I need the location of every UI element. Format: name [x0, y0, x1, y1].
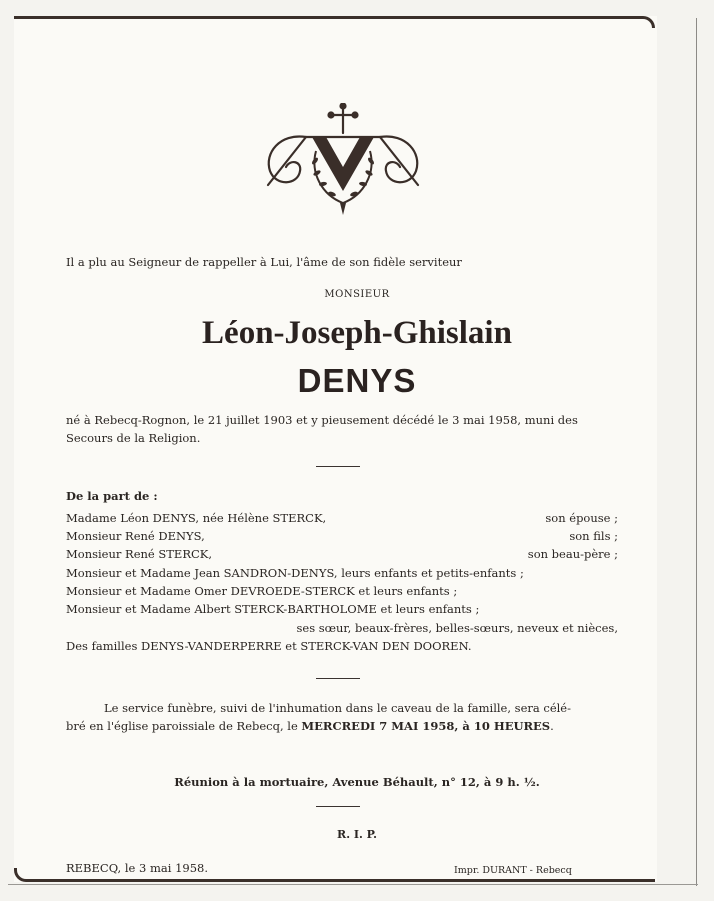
rip: R. I. P.: [337, 828, 377, 841]
family-heading: De la part de :: [66, 489, 158, 503]
divider: [316, 678, 360, 679]
cross-monogram-emblem-icon: [260, 103, 426, 219]
birth-death-line-1: né à Rebecq-Rognon, le 21 juillet 1903 et y pieusement décédé le 3 mai 1958, muni des: [66, 413, 578, 427]
border-top: [14, 16, 655, 28]
family-member-name: Madame Léon DENYS, née Hélène STERCK,: [66, 511, 327, 525]
divider: [316, 466, 360, 467]
service-line-2: bré en l'église paroissiale de Rebecq, le MERCREDI 7 MAI 1958, à 10 HEURES.: [66, 719, 554, 733]
family-member-name: Monsieur et Madame Albert STERCK-BARTHOLOME et leurs enfants ;: [66, 602, 480, 616]
siblings-line: ses sœur, beaux-frères, belles-sœurs, neveux et nièces,: [296, 621, 618, 635]
deceased-first-names: Léon-Joseph-Ghislain: [202, 315, 512, 351]
divider: [316, 806, 360, 807]
deceased-surname: DENYS: [297, 362, 417, 399]
family-member-name: Monsieur René STERCK,: [66, 547, 213, 561]
service-date: MERCREDI 7 MAI 1958, à 10 HEURES: [301, 719, 551, 733]
family-member-relation: son épouse ;: [545, 511, 618, 525]
page-edge-bottom: [8, 884, 698, 885]
families-line: Des familles DENYS-VANDERPERRE et STERCK-VAN DEN DOOREN.: [66, 639, 472, 653]
page-edge-right: [696, 18, 697, 886]
printer-credit: Impr. DURANT - Rebecq: [454, 865, 572, 876]
family-member-name: Monsieur et Madame Omer DEVROEDE-STERCK et leurs enfants ;: [66, 584, 458, 598]
intro-text: Il a plu au Seigneur de rappeller à Lui, l'âme de son fidèle serviteur: [66, 255, 462, 269]
family-member-name: Monsieur et Madame Jean SANDRON-DENYS, leurs enfants et petits-enfants ;: [66, 566, 524, 580]
service-line-1: Le service funèbre, suivi de l'inhumation dans le caveau de la famille, sera célé-: [104, 701, 572, 715]
meeting-info: Réunion à la mortuaire, Avenue Béhault, n° 12, à 9 h. ½.: [174, 775, 540, 789]
birth-death-line-2: Secours de la Religion.: [66, 431, 201, 445]
family-member-relation: son fils ;: [569, 529, 618, 543]
honorific: MONSIEUR: [324, 289, 390, 300]
place-date: REBECQ, le 3 mai 1958.: [66, 861, 208, 875]
family-member-relation: son beau-père ;: [527, 547, 618, 561]
family-member-name: Monsieur René DENYS,: [66, 529, 205, 543]
